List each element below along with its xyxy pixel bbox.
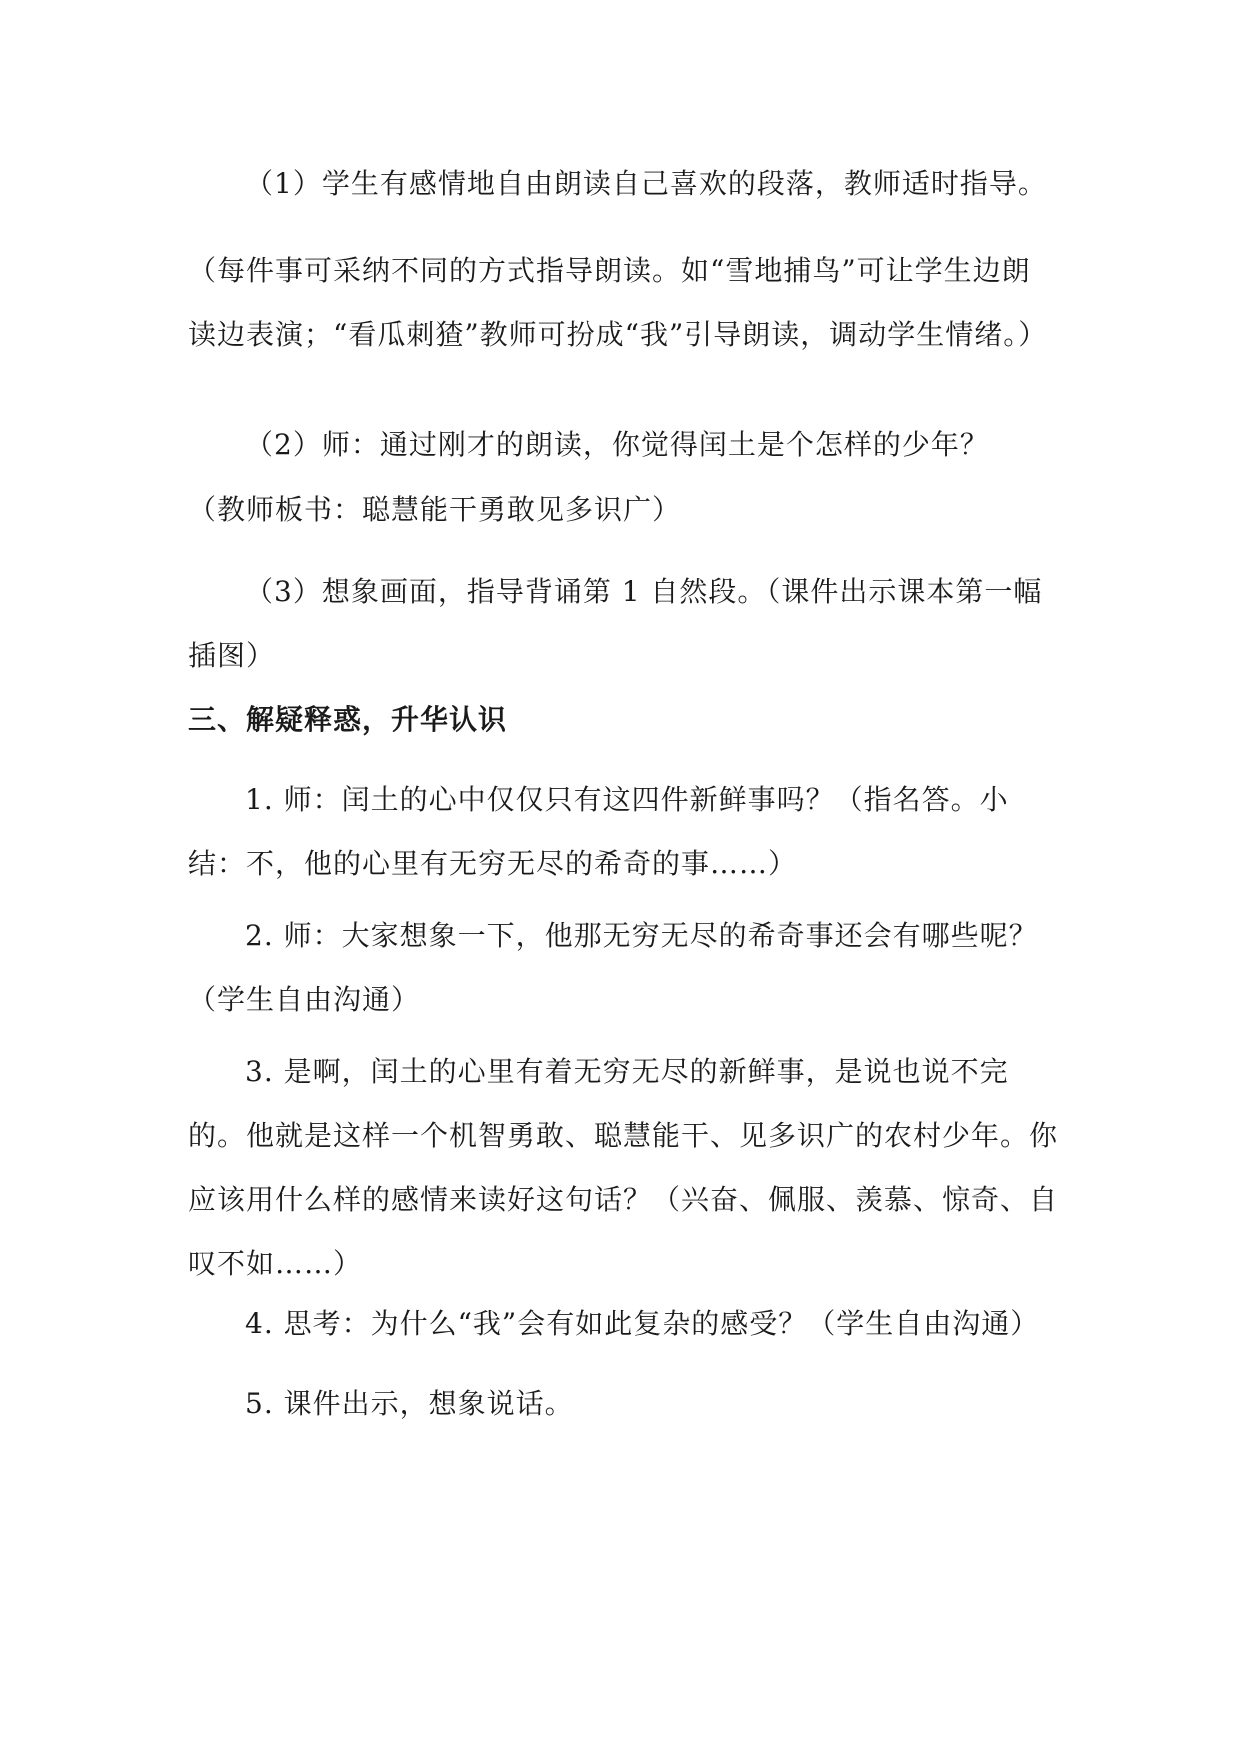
section-heading: 三、解疑释惑，升华认识 — [188, 703, 508, 736]
paragraph-item-1: 1. 师：闰土的心中仅仅只有这四件新鲜事吗？（指名答。小结：不，他的心里有无穷无尽的希奇的事……） — [188, 783, 1009, 880]
paragraph-blackboard-note: （教师板书：聪慧能干勇敢见多识广） — [188, 493, 682, 526]
paragraph-item-5: 5. 课件出示，想象说话。 — [245, 1387, 574, 1420]
paragraph-reading-guidance-note: （每件事可采纳不同的方式指导朗读。如“雪地捕鸟”可让学生边朗读边表演；“看瓜刺猹”教师可扮成“我”引导朗读，调动学生情绪。） — [188, 254, 1048, 351]
paragraph-free-reading: （1）学生有感情地自由朗读自己喜欢的段落，教师适时指导。 — [245, 167, 1047, 200]
paragraph-item-3: 3. 是啊，闰土的心里有着无穷无尽的新鲜事，是说也说不完的。他就是这样一个机智勇敢、聪慧能干、见多识广的农村少年。你应该用什么样的感情来读好这句话？（兴奋、佩服、羡慕、惊奇、自叹不如……） — [188, 1055, 1059, 1280]
paragraph-teacher-question: （2）师：通过刚才的朗读，你觉得闰土是个怎样的少年？ — [245, 428, 989, 461]
paragraph-recite-guidance: （3）想象画面，指导背诵第 1 自然段。（课件出示课本第一幅插图） — [188, 575, 1043, 672]
paragraph-item-2: 2. 师：大家想象一下，他那无穷无尽的希奇事还会有哪些呢？（学生自由沟通） — [188, 919, 1038, 1016]
paragraph-item-4: 4. 思考：为什么“我”会有如此复杂的感受？（学生自由沟通） — [245, 1307, 1040, 1340]
